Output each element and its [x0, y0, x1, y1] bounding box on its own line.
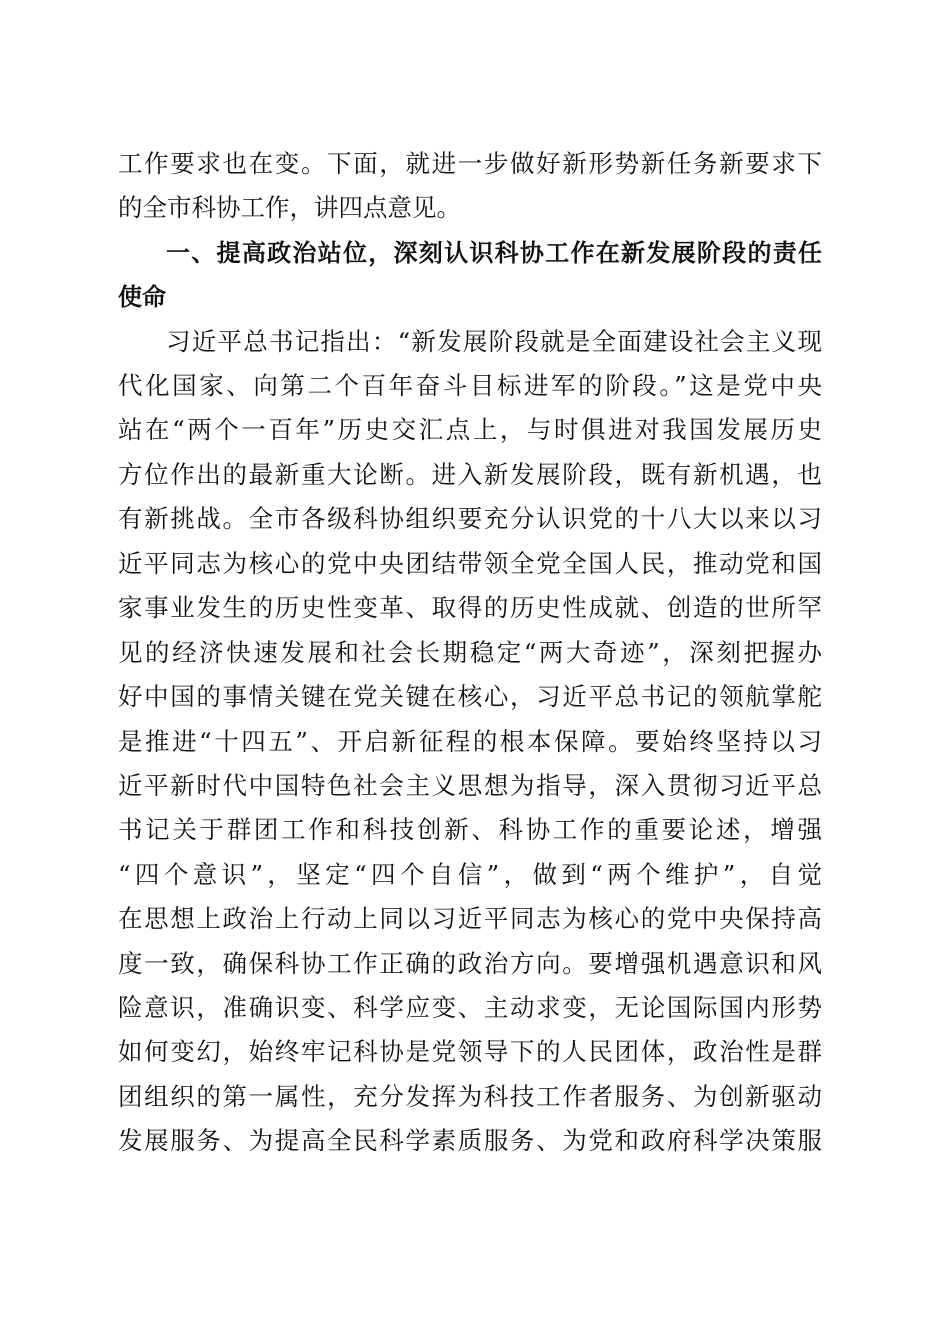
text-line: 习近平总书记指出：“新发展阶段就是全面建设社会主义现: [166, 327, 822, 356]
text-line: 近平同志为核心的党中央团结带领全党全国人民，推动党和国: [118, 549, 822, 578]
section-heading: 一、提高政治站位，深刻认识科协工作在新发展阶段的责任: [166, 239, 822, 267]
text-line: 近平新时代中国特色社会主义思想为指导，深入贯彻习近平总: [118, 771, 822, 800]
text-line: 度一致，确保科协工作正确的政治方向。要增强机遇意识和风: [118, 949, 822, 978]
text-line: 家事业发生的历史性变革、取得的历史性成就、创造的世所罕: [118, 593, 822, 622]
text-line: “四个意识”，坚定“四个自信”，做到“两个维护”，自觉: [118, 860, 822, 889]
text-line: 团组织的第一属性，充分发挥为科技工作者服务、为创新驱动: [118, 1082, 822, 1111]
text-line: 代化国家、向第二个百年奋斗目标进军的阶段。”这是党中央: [118, 371, 822, 400]
text-line: 如何变幻，始终牢记科协是党领导下的人民团体，政治性是群: [118, 1037, 822, 1066]
text-line: 见的经济快速发展和社会长期稳定“两大奇迹”，深刻把握办: [118, 638, 822, 667]
text-line: 书记关于群团工作和科技创新、科协工作的重要论述，增强: [118, 815, 822, 844]
text-line: 方位作出的最新重大论断。进入新发展阶段，既有新机遇，也: [118, 460, 822, 489]
text-line: 是推进“十四五”、开启新征程的根本保障。要始终坚持以习: [118, 727, 822, 756]
text-line: 好中国的事情关键在党关键在核心，习近平总书记的领航掌舵: [118, 682, 822, 711]
text-line: 有新挑战。全市各级科协组织要充分认识党的十八大以来以习: [118, 504, 822, 533]
section-heading: 使命: [118, 283, 166, 311]
text-line: 发展服务、为提高全民科学素质服务、为党和政府科学决策服: [118, 1126, 822, 1155]
text-line: 站在“两个一百年”历史交汇点上，与时俱进对我国发展历史: [118, 415, 822, 444]
text-line: 的全市科协工作，讲四点意见。: [118, 193, 461, 222]
text-line: 险意识，准确识变、科学应变、主动求变，无论国际国内形势: [118, 993, 822, 1022]
text-line: 工作要求也在变。下面，就进一步做好新形势新任务新要求下: [118, 149, 822, 178]
text-line: 在思想上政治上行动上同以习近平同志为核心的党中央保持高: [118, 904, 822, 933]
